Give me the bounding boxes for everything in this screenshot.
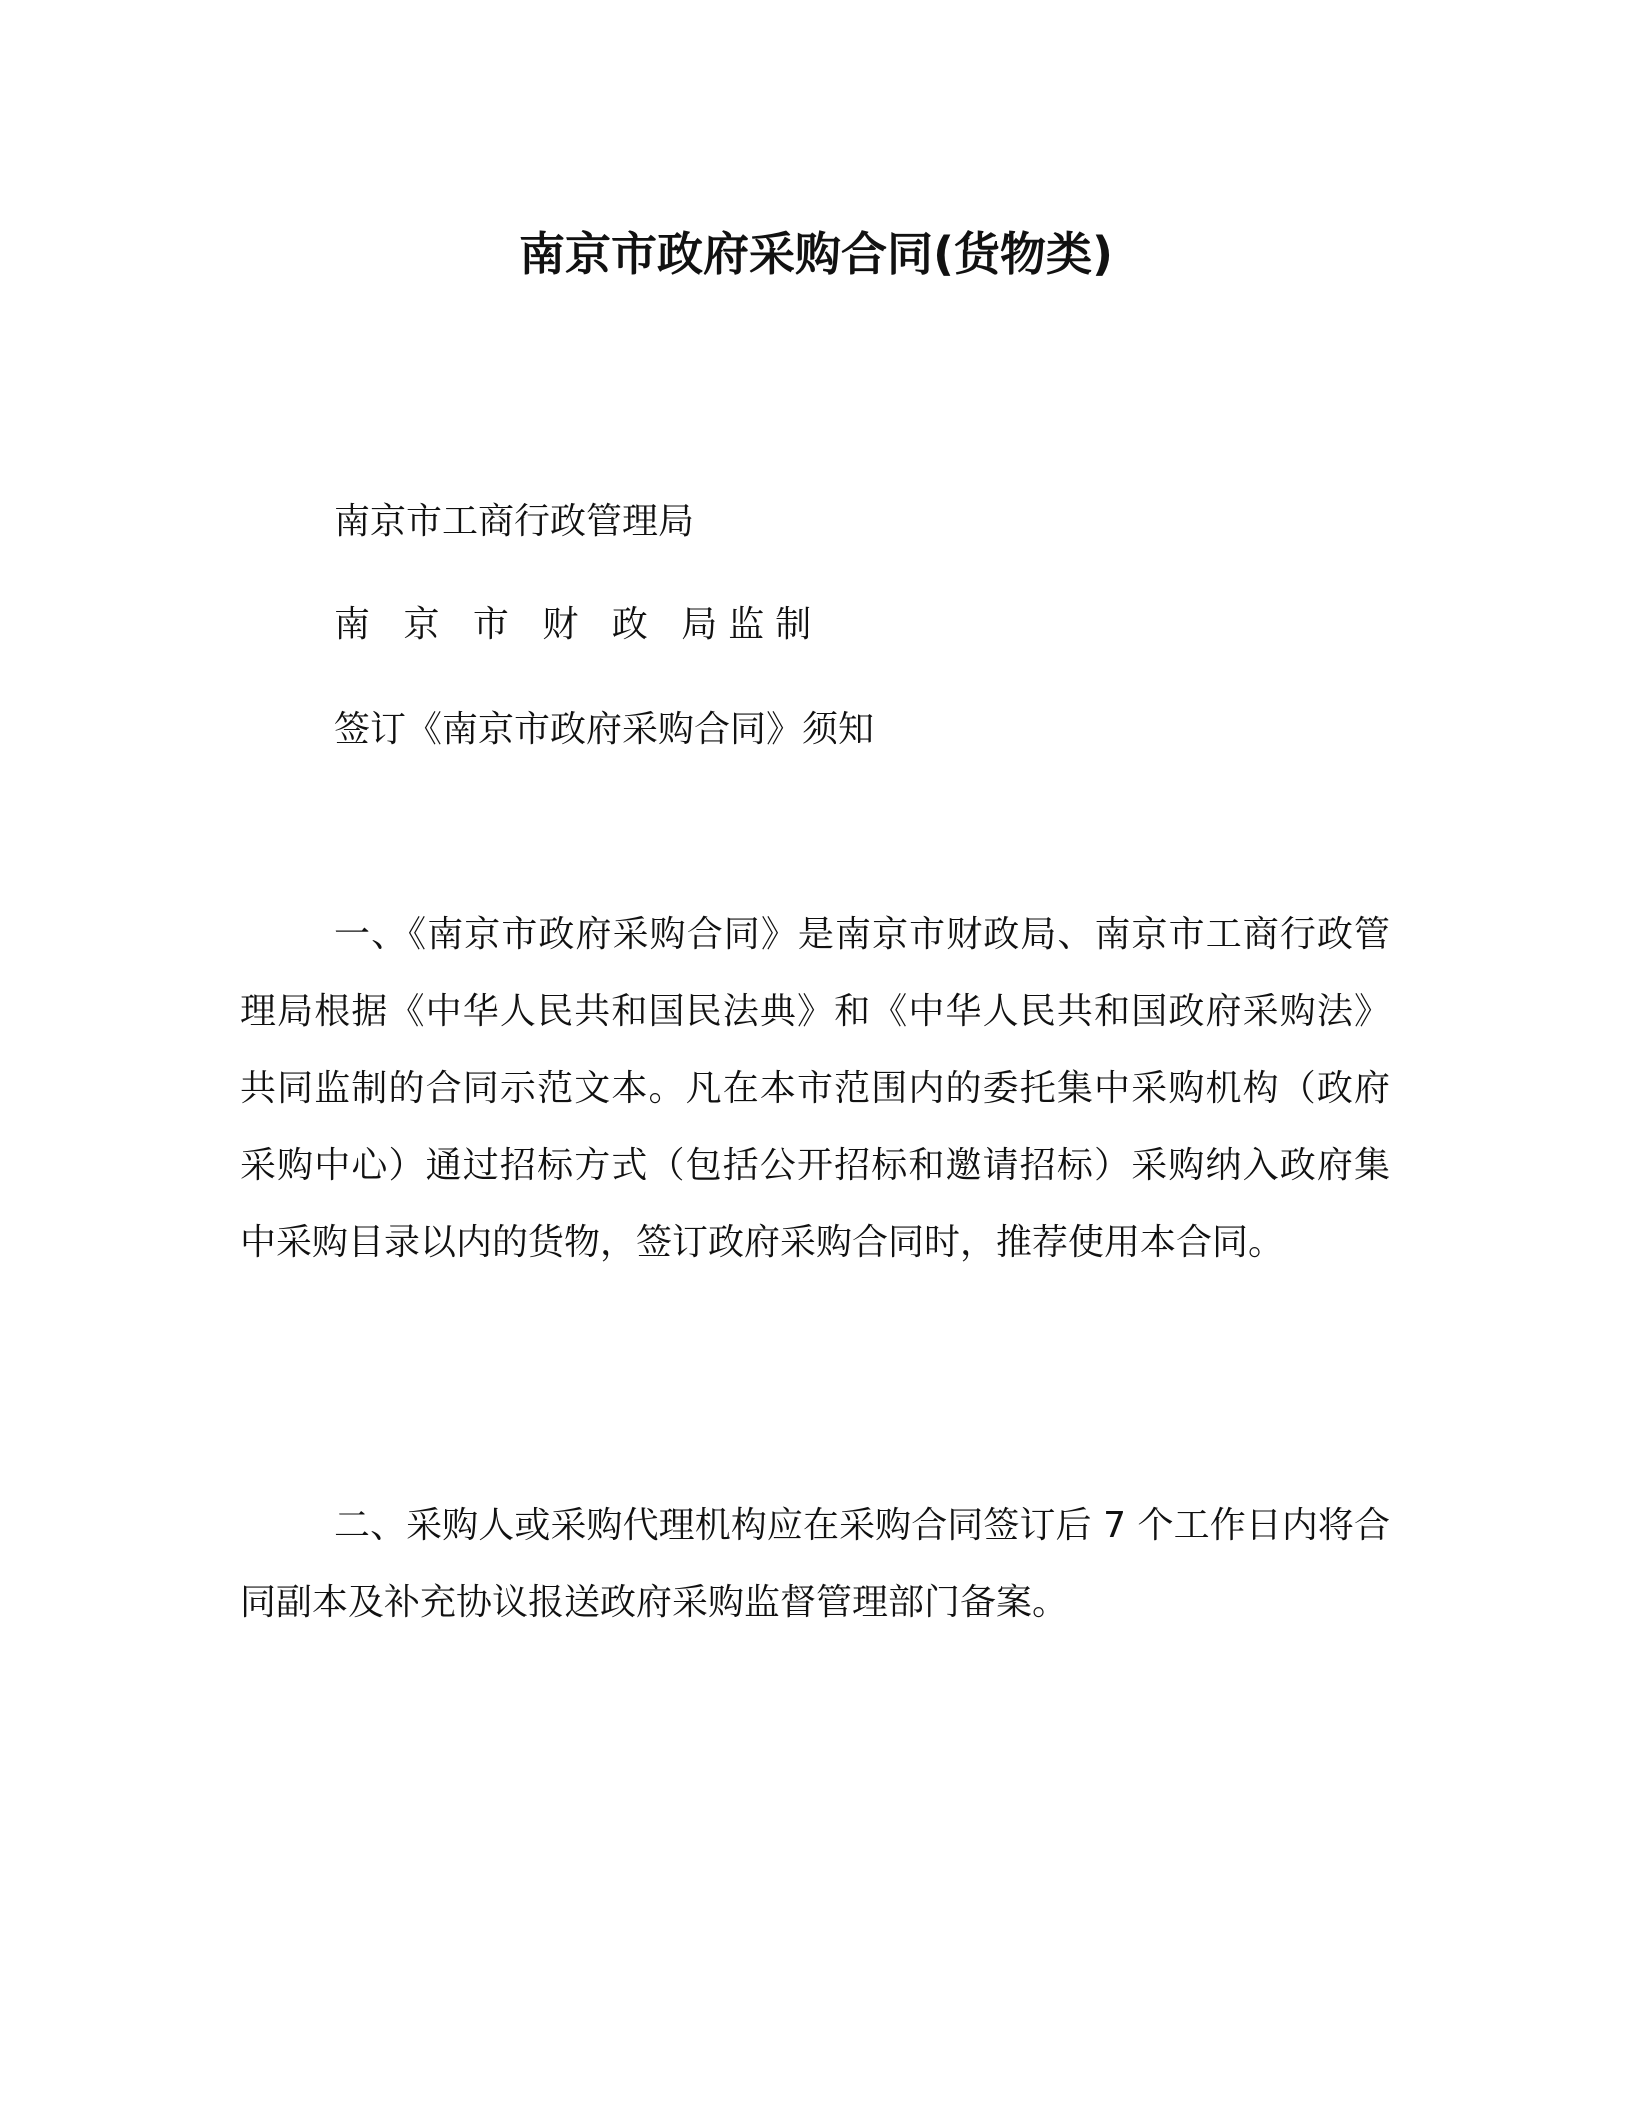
issuer-line-industry-commerce: 南京市工商行政管理局 — [334, 501, 695, 542]
notice-heading: 签订《南京市政府采购合同》须知 — [334, 709, 875, 750]
document-title: 南京市政府采购合同(货物类) — [518, 227, 1114, 281]
issuer-line-finance-bureau: 南 京 市 财 政 局监制 — [334, 604, 823, 645]
notice-paragraph-2: 二、采购人或采购代理机构应在采购合同签订后 7 个工作日内将合同副本及补充协议报送政府采购监督管理部门备案。 — [240, 1505, 1390, 1623]
notice-paragraph-1: 一、《南京市政府采购合同》是南京市财政局、南京市工商行政管理局根据《中华人民共和国民法典》和《中华人民共和国政府采购法》共同监制的合同示范文本。凡在本市范围内的委托集中采购机构（政府采购中心）通过招标方式（包括公开招标和邀请招标）采购纳入政府集中采购目录以内的货物，签订政府采购合同时，推荐使用本合同。 — [240, 914, 1390, 1263]
